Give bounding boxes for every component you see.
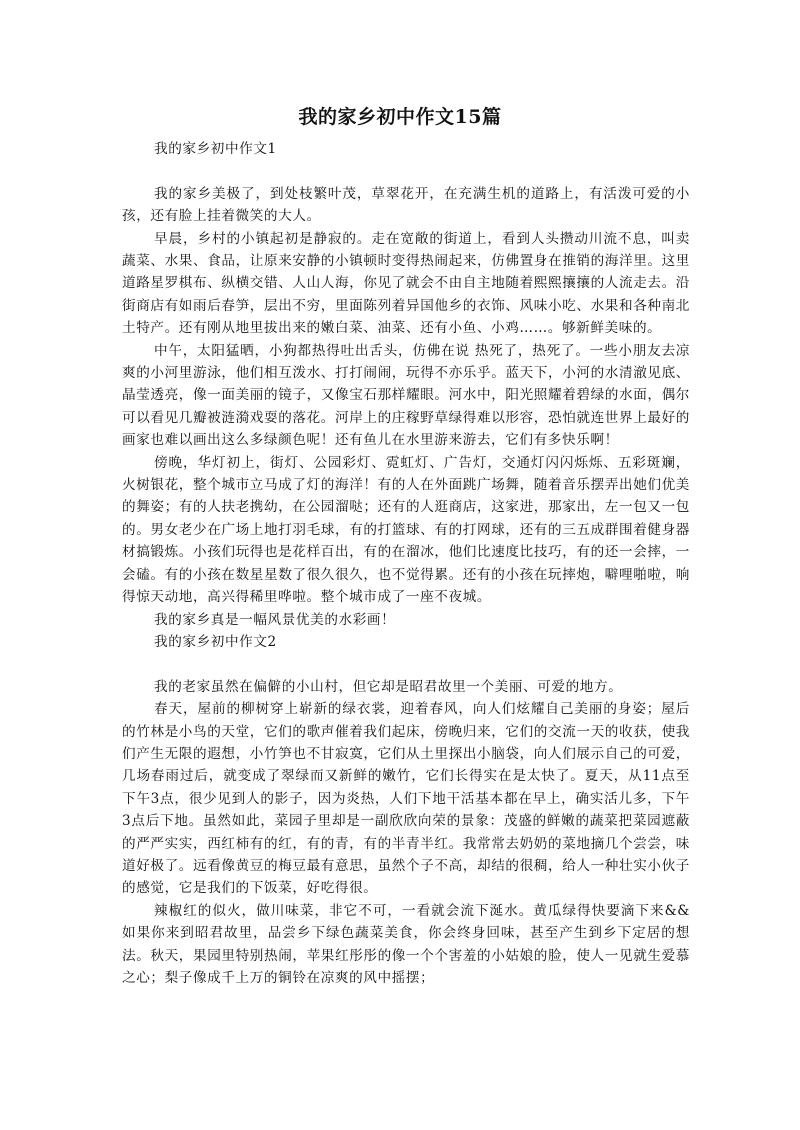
paragraph: 我的家乡真是一幅风景优美的水彩画！ [154, 611, 396, 628]
paragraph: 我的老家虽然在偏僻的小山村，但它却是昭君故里一个美丽、可爱的地方。 [154, 678, 623, 695]
document-title: 我的家乡初中作文15篇 [298, 106, 502, 128]
document-body [122, 138, 690, 989]
section-heading: 我的家乡初中作文2 [154, 633, 277, 650]
blank-line [122, 653, 690, 675]
paragraph: 傍晚，华灯初上，街灯、公园彩灯、霓虹灯、广告灯，交通灯闪闪烁烁、五彩斑斓，火树银花，整个城市立马成了灯的海洋！有的人在外面跳广场舞，随着音乐摆弄出她们优美的舞姿；有的人扶老携幼，在公园溜哒；还有的人逛商店，这家进，那家出，左一包又一包的。男女老少在广场上地打羽毛球，有的打篮球、有的打网球，还有的三五成群围着健身器材搞锻炼。小孩们玩得也是花样百出，有的在溜冰，他们比速度比技巧，有的还一会摔，一会磕。有的小孩在数星星数了很久很久，也不觉得累。还有的小孩在玩摔炮，噼哩啪啦，响得惊天动地，高兴得稀里哗啦。整个城市成了一座不夜城。 [122, 454, 690, 606]
paragraph: 我的家乡美极了，到处枝繁叶茂，草翠花开，在充满生机的道路上，有活泼可爱的小孩，还有脸上挂着微笑的大人。 [122, 185, 690, 225]
section-heading: 我的家乡初中作文1 [154, 141, 277, 157]
blank-line [122, 160, 690, 182]
paragraph: 辣椒红的似火，做川味菜，非它不可，一看就会流下涎水。黄瓜绿得快要滴下来&&如果你来到昭君故里，品尝乡下绿色蔬菜美食，你会终身回味，甚至产生到乡下定居的想法。秋天，果园里特别热闹，苹果红彤彤的像一个个害羞的小姑娘的脸，使人一见就生爱慕之心；梨子像成千上万的铜铃在凉爽的风中摇摆； [122, 902, 690, 986]
paragraph: 春天，屋前的柳树穿上崭新的绿衣裳，迎着春风，向人们炫耀自己美丽的身姿；屋后的竹林是小鸟的天堂，它们的歌声催着我们起床，傍晚归来，它们的交流一天的收获，使我们产生无限的遐想，小竹笋也不甘寂寞，它们从土里探出小脑袋，向人们展示自己的可爱，几场春雨过后，就变成了翠绿而又新鲜的嫩竹，它们长得实在是太快了。夏天，从11点至下午3点，很少见到人的影子，因为炎热，人们下地干活基本都在早上，确实活儿多，下午3点后下地。虽然如此，菜园子里却是一副欣欣向荣的景象：茂盛的鲜嫩的蔬菜把菜园遮蔽的严严实实，西红柿有的红，有的青，有的半青半红。我常常去奶奶的菜地摘几个尝尝，味道好极了。远看像黄豆的梅豆最有意思，虽然个子不高，却结的很稠，给人一种壮实小伙子的感觉，它是我们的下饭菜，好吃得很。 [122, 701, 690, 897]
paragraph: 早晨，乡村的小镇起初是静寂的。走在宽敞的街道上，看到人头攒动川流不息，叫卖蔬菜、水果、食品，让原来安静的小镇顿时变得热闹起来，仿佛置身在推销的海洋里。这里道路星罗棋布、纵横交错、人山人海，你见了就会不由自主地随着熙熙攘攘的人流走去。沿街商店有如雨后春笋，层出不穷，里面陈列着异国他乡的衣饰、风味小吃、水果和各种南北土特产。还有刚从地里拔出来的嫩白菜、油菜、还有小鱼、小鸡……。够新鲜美味的。 [122, 230, 690, 337]
paragraph: 中午，太阳猛晒，小狗都热得吐出舌头，仿佛在说 热死了，热死了。一些小朋友去凉爽的小河里游泳，他们相互泼水、打打闹闹，玩得不亦乐乎。蓝天下，小河的水清澈见底、晶莹透亮，像一面美丽的镜子，又像宝石那样耀眼。河水中，阳光照耀着碧绿的水面，偶尔可以看见几瓣被涟漪戏耍的落花。河岸上的庄稼野草绿得难以形容，恐怕就连世界上最好的画家也难以画出这么多绿颜色呢！还有鱼儿在水里游来游去，它们有多快乐啊！ [122, 342, 690, 449]
